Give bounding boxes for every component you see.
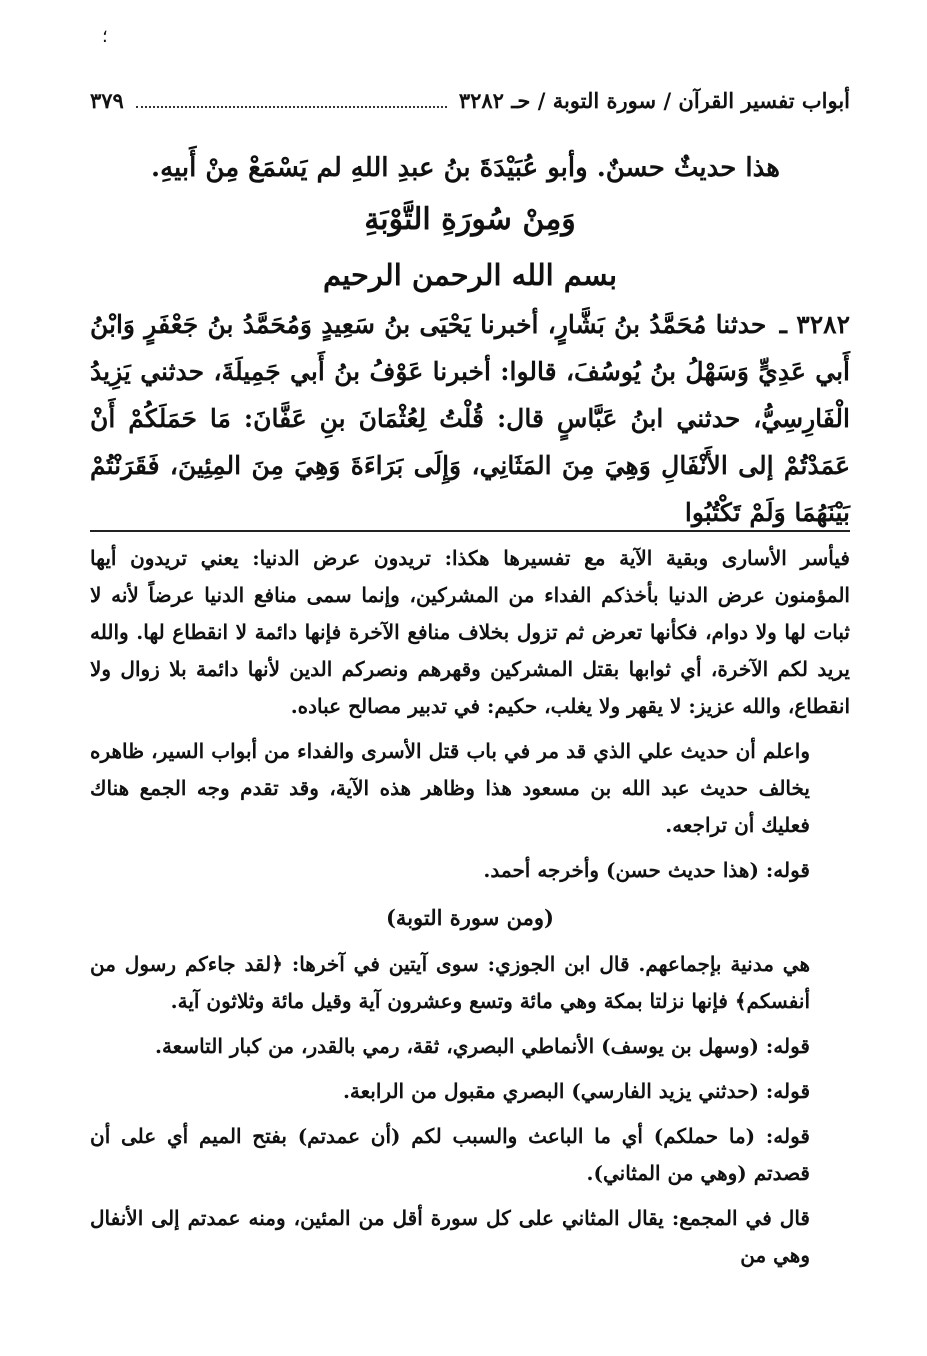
- hadith-grading-line: هذا حديثٌ حسنٌ. وأبو عُبَيْدَةَ بنُ عبدِ اللهِ لم يَسْمَعْ مِنْ أَبيهِ.: [151, 153, 780, 183]
- page-number: ٣٧٩: [90, 88, 124, 113]
- commentary-paragraph-1: فيأسر الأسارى وبقية الآية مع تفسيرها هكذا: تريدون عرض الدنيا: يعني تريدون أيها المؤمنون عرض الدنيا بأخذكم الفداء من المشركين، وإنما سمى منافع الدنيا عرضاً لأنه لا ثبات لها ولا دوام، فكأنها تعرض ثم تزول بخلاف منافع الآخرة فإنها دائمة لا انقطاع لها. والله يريد لكم الآخرة، أي ثوابها بقتل المشركين وقهرهم ونصركم الدين لأنها دائمة بلا زوال ولا انقطاع، والله عزيز: لا يقهر ولا يغلب، حكيم: في تدبير مصالح عباده.: [90, 546, 850, 718]
- hadith-number: ٣٢٨٢ ـ: [779, 310, 850, 339]
- page-mark: ؛: [102, 26, 108, 47]
- commentary-section-heading: (ومن سورة التوبة): [386, 905, 554, 930]
- commentary-paragraph-3: قوله: (هذا حديث حسن) وأخرجه أحمد.: [483, 858, 810, 882]
- basmala: بسم الله الرحمن الرحيم: [322, 258, 618, 292]
- commentary-paragraph-2: واعلم أن حديث علي الذي قد مر في باب قتل الأسرى والفداء من أبواب السير، ظاهره يخالف حديث عبد الله بن مسعود هذا وظاهر هذه الآية، وقد تقدم وجه الجمع هناك فعليك أن تراجعه.: [90, 739, 810, 837]
- commentary: [90, 540, 850, 1274]
- commentary-paragraph-8: قال في المجمع: يقال المثاني على كل سورة أقل من المئين، ومنه عمدتم إلى الأنفال وهي من: [90, 1206, 810, 1267]
- commentary-paragraph-4: هي مدنية بإجماعهم. قال ابن الجوزي: سوى آيتين في آخرها: ﴿لقد جاءكم رسول من أنفسكم﴾ فإنها نزلتا بمكة وهي مائة وتسع وعشرون آية وقيل مائة وثلاثون آية.: [90, 952, 810, 1013]
- hadith-text: حدثنا مُحَمَّدُ بنُ بَشَّارٍ، أخبرنا يَحْيَى بنُ سَعِيدٍ وَمُحَمَّدُ بنُ جَعْفَرٍ وَابْنُ أَبي عَدِيٍّ وَسَهْلُ بنُ يُوسُفَ، قالوا: أخبرنا عَوْفُ بنُ أَبي جَمِيلَةَ، حدثني يَزِيدُ الْفَارِسِيُّ، حدثني ابنُ عَبَّاسٍ قال: قُلْتُ لِعُثْمَانَ بنِ عَفَّانَ: مَا حَمَلَكُمْ أَنْ عَمَدْتُمْ إلى الأَنْفَالِ وَهِيَ مِنَ المَثَانِي، وَإِلَى بَرَاءَةَ وَهِيَ مِنَ المِئِينَ، فَقَرَنْتُمْ بَيْنَهُمَا وَلَمْ تَكْتُبُوا: [90, 310, 850, 527]
- leader-dots: [136, 106, 447, 108]
- commentary-paragraph-6: قوله: (حدثني يزيد الفارسي) البصري مقبول من الرابعة.: [342, 1079, 810, 1103]
- commentary-paragraph-7: قوله: (ما حملكم) أي ما الباعث والسبب لكم (أن عمدتم) بفتح الميم أي على أن قصدتم (وهي من المثاني).: [90, 1124, 810, 1185]
- book-page: [90, 0, 850, 1356]
- running-head-title: أبواب تفسير القرآن / سورة التوبة / حـ ٣٢٨٢: [458, 88, 850, 113]
- running-head: [90, 88, 850, 114]
- hadith-paragraph: [90, 301, 850, 536]
- footnote-divider: [90, 530, 850, 532]
- main-text: [90, 145, 850, 536]
- commentary-paragraph-5: قوله: (وسهل بن يوسف) الأنماطي البصري، ثقة، رمي بالقدر، من كبار التاسعة.: [155, 1034, 810, 1058]
- surah-title: وَمِنْ سُورَةِ التَّوْبَةِ: [364, 202, 576, 237]
